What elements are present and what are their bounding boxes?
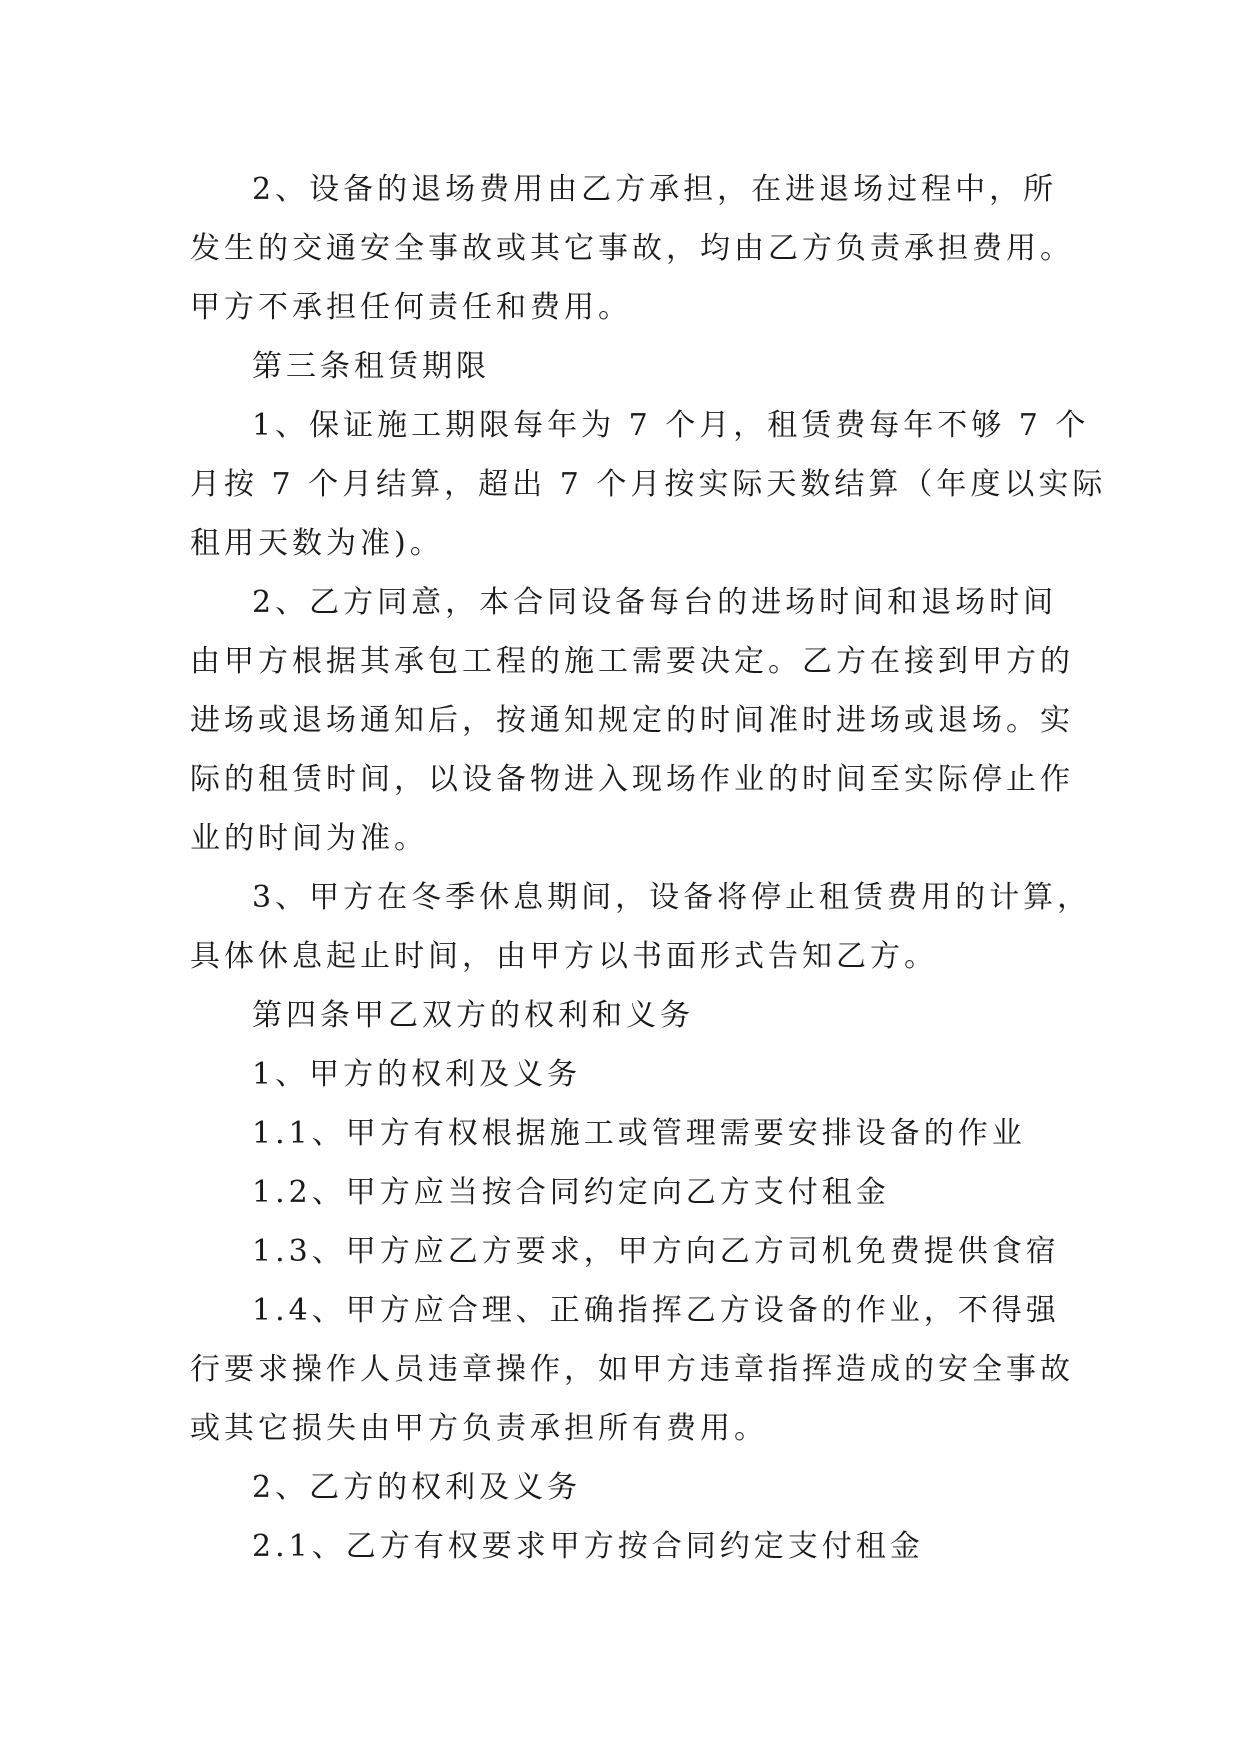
clause-2-1 xyxy=(190,1517,1050,1576)
paragraph-winter-break xyxy=(190,868,1092,986)
text-line: 2.1、乙方有权要求甲方按合同约定支付租金 xyxy=(252,1529,924,1564)
text-line: 甲方不承担任何责任和费用。 xyxy=(190,290,632,325)
text-line: 2、设备的退场费用由乙方承担，在进退场过程中，所 xyxy=(252,172,1058,207)
paragraph-construction-period xyxy=(190,396,1107,573)
text-line: 1.2、甲方应当按合同约定向乙方支付租金 xyxy=(252,1175,890,1210)
document-body xyxy=(190,160,1107,1576)
text-line: 1.3、甲方应乙方要求，甲方向乙方司机免费提供食宿 xyxy=(252,1234,1060,1269)
subheading-party-a-rights xyxy=(190,1045,1050,1104)
text-line: 进场或退场通知后，按通知规定的时间准时进场或退场。实 xyxy=(190,703,1074,738)
text-line: 行要求操作人员违章操作，如甲方违章指挥造成的安全事故 xyxy=(190,1352,1074,1387)
text-line: 3、甲方在冬季休息期间，设备将停止租赁费用的计算， xyxy=(252,880,1092,915)
text-line: 1、甲方的权利及义务 xyxy=(252,1057,582,1092)
section-heading-rights-obligations xyxy=(190,986,1050,1045)
text-line: 具体休息起止时间，由甲方以书面形式告知乙方。 xyxy=(190,939,938,974)
text-line: 2、乙方的权利及义务 xyxy=(252,1470,582,1505)
text-line: 第三条租赁期限 xyxy=(252,349,490,384)
text-line: 由甲方根据其承包工程的施工需要决定。乙方在接到甲方的 xyxy=(190,644,1074,679)
paragraph-entry-exit-time xyxy=(190,573,1074,868)
subheading-party-b-rights xyxy=(190,1458,1050,1517)
clause-1-3 xyxy=(190,1222,1060,1281)
text-line: 租用天数为准)。 xyxy=(190,526,444,561)
text-line: 发生的交通安全事故或其它事故，均由乙方负责承担费用。 xyxy=(190,231,1074,266)
text-line: 或其它损失由甲方负责承担所有费用。 xyxy=(190,1411,768,1446)
clause-1-1 xyxy=(190,1104,1050,1163)
paragraph-equipment-exit-fee xyxy=(190,160,1074,337)
clause-1-4 xyxy=(190,1281,1074,1458)
section-heading-lease-term xyxy=(190,337,1050,396)
text-line: 业的时间为准。 xyxy=(190,821,428,856)
text-line: 1.4、甲方应合理、正确指挥乙方设备的作业，不得强 xyxy=(252,1293,1060,1328)
text-line: 第四条甲乙双方的权利和义务 xyxy=(252,998,694,1033)
text-line: 1、保证施工期限每年为 7 个月，租赁费每年不够 7 个 xyxy=(252,408,1090,443)
text-line: 月按 7 个月结算，超出 7 个月按实际天数结算（年度以实际 xyxy=(190,467,1107,502)
text-line: 2、乙方同意，本合同设备每台的进场时间和退场时间 xyxy=(252,585,1058,620)
clause-1-2 xyxy=(190,1163,1050,1222)
text-line: 1.1、甲方有权根据施工或管理需要安排设备的作业 xyxy=(252,1116,1026,1151)
text-line: 际的租赁时间，以设备物进入现场作业的时间至实际停止作 xyxy=(190,762,1074,797)
